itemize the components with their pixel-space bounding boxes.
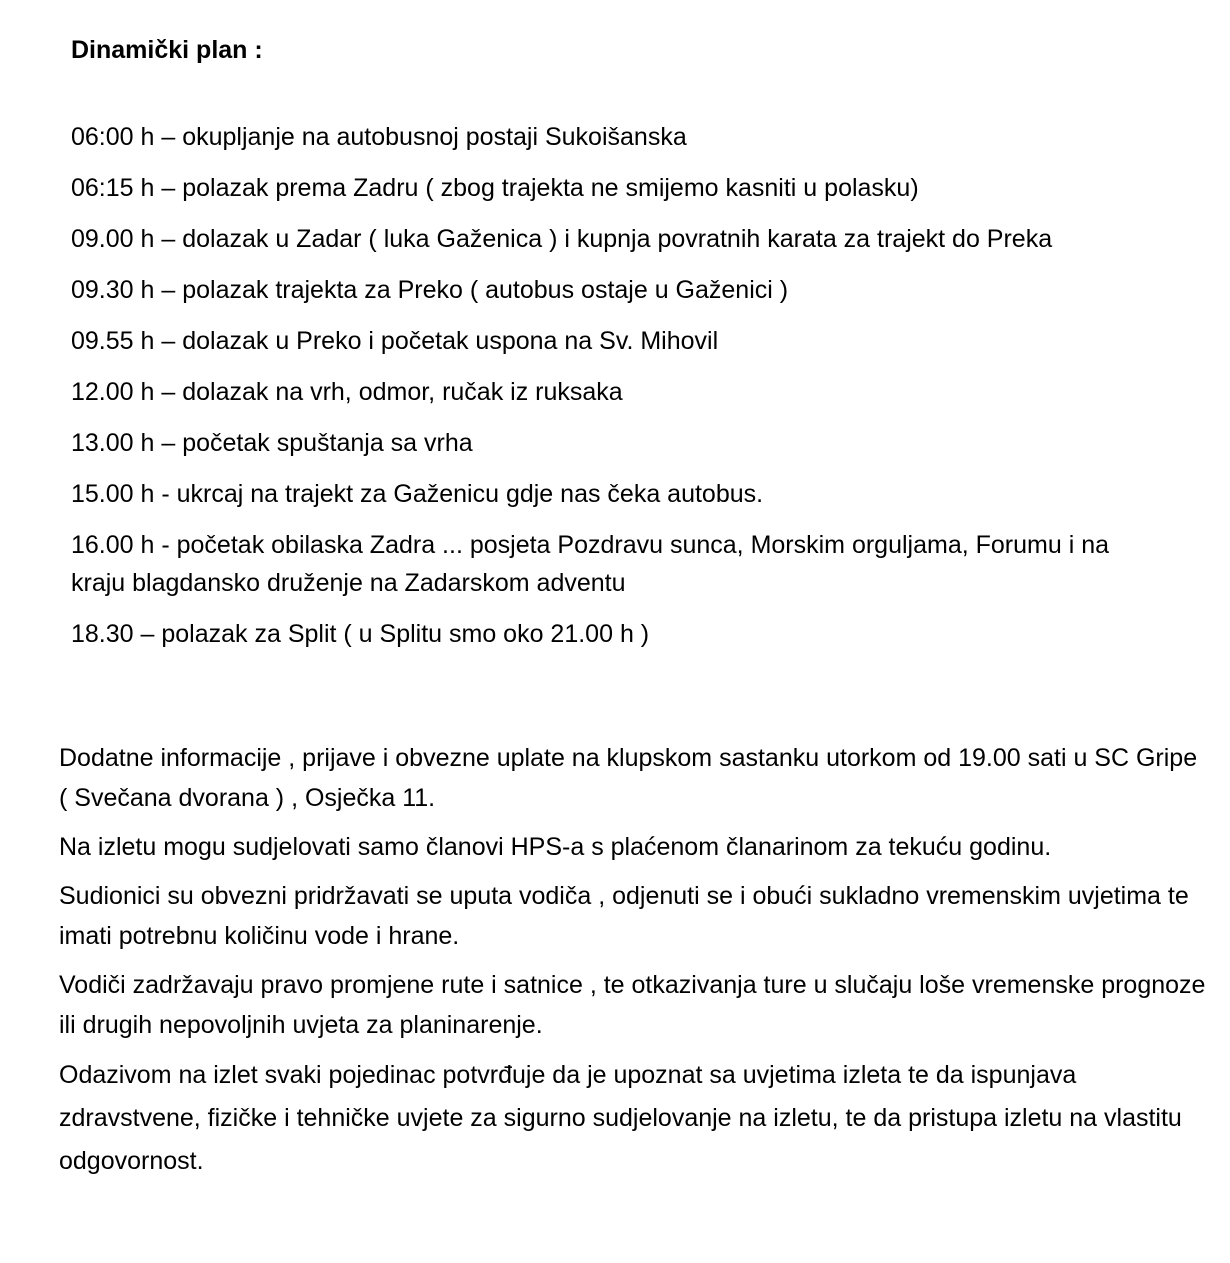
schedule-item: 16.00 h - početak obilaska Zadra ... posjeta Pozdravu sunca, Morskim orguljama, Forumu i na kraju blagdansko druženje na Zadarskom adventu [71,531,1110,597]
additional-info [59,738,1209,1192]
info-paragraph: Sudionici su obvezni pridržavati se uputa vodiča , odjenuti se i obući sukladno vremenskim uvjetima te imati potrebnu količinu vode i hrane. [59,882,1189,950]
schedule-item: 15.00 h - ukrcaj na trajekt za Gaženicu gdje nas čeka autobus. [71,480,764,508]
schedule-item: 09.55 h – dolazak u Preko i početak uspona na Sv. Mihovil [71,327,719,355]
schedule-item: 09.30 h – polazak trajekta za Preko ( autobus ostaje u Gaženici ) [71,276,789,304]
schedule-item: 12.00 h – dolazak na vrh, odmor, ručak iz ruksaka [71,378,623,406]
schedule-item: 06:15 h – polazak prema Zadru ( zbog trajekta ne smijemo kasniti u polasku) [71,174,919,202]
schedule-item: 06:00 h – okupljanje na autobusnoj postaji Sukoišanska [71,123,687,151]
schedule-list [71,118,1131,666]
info-paragraph: Na izletu mogu sudjelovati samo članovi HPS-a s plaćenom članarinom za tekuću godinu. [59,833,1052,861]
schedule-item: 13.00 h – početak spuštanja sa vrha [71,429,473,457]
info-paragraph: Odazivom na izlet svaki pojedinac potvrđuje da je upoznat sa uvjetima izleta te da ispunjava zdravstvene, fizičke i tehničke uvjete za sigurno sudjelovanje na izletu, te da pristupa izletu na vlastitu odgovornost. [59,1061,1182,1175]
schedule-item: 09.00 h – dolazak u Zadar ( luka Gaženica ) i kupnja povratnih karata za trajekt do Preka [71,225,1053,253]
info-paragraph: Vodiči zadržavaju pravo promjene rute i satnice , te otkazivanja ture u slučaju loše vremenske prognoze ili drugih nepovoljnih uvjeta za planinarenje. [59,971,1206,1039]
schedule-item: 18.30 – polazak za Split ( u Splitu smo oko 21.00 h ) [71,620,650,648]
info-paragraph: Dodatne informacije , prijave i obvezne uplate na klupskom sastanku utorkom od 19.00 sati u SC Gripe ( Svečana dvorana ) , Osječka 11. [59,744,1198,812]
page-title: Dinamički plan : [71,36,263,64]
